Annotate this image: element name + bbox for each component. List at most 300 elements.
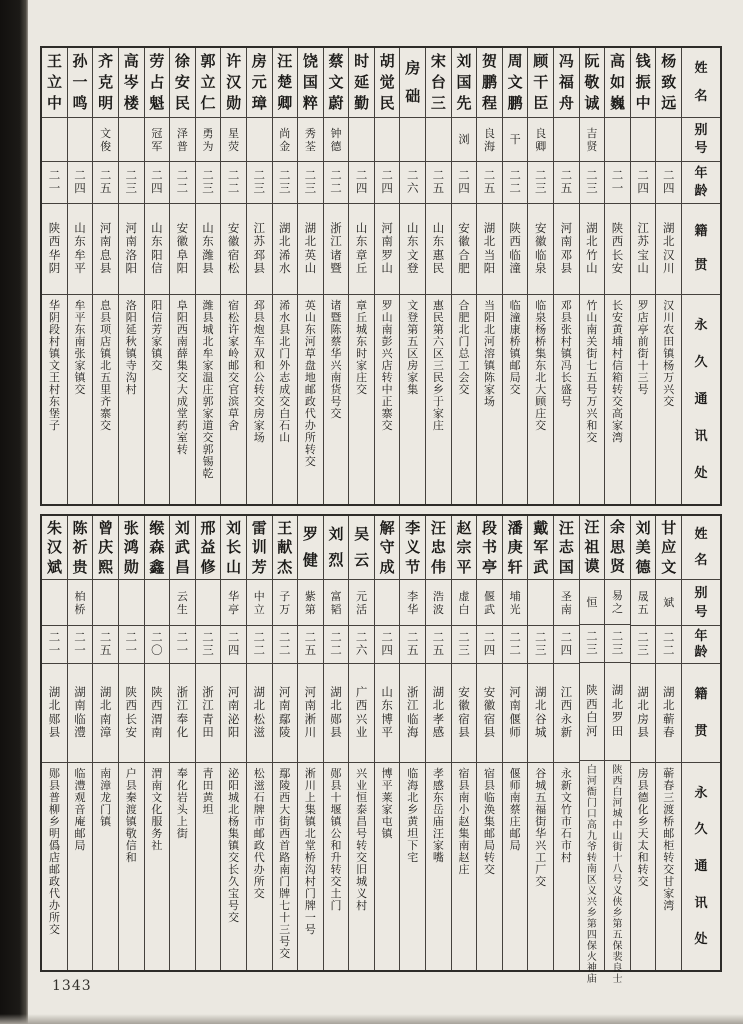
address-cell: 罗 店 亭 前 街 十 三 号 [631, 294, 656, 504]
name-cell: 孙 一 鸣 [72, 52, 88, 113]
directory-entry-column [477, 48, 503, 504]
age-cell: 二 一 [119, 625, 144, 663]
address-cell: 青 田 黄 坦 [196, 762, 221, 970]
directory-entry-column [528, 516, 554, 970]
page-number: 1343 [52, 978, 92, 994]
directory-entry-column [196, 48, 222, 504]
directory-entry-column [170, 48, 196, 504]
name-cell: 潘 庚 轩 [507, 518, 523, 576]
address-cell: 宿 松 许 家 岭 邮 交 官 滨 草 舍 [221, 294, 246, 504]
alias-cell [247, 117, 272, 161]
alias-cell: 紫 第 [298, 579, 323, 625]
alias-cell [631, 117, 656, 161]
directory-entry-column [273, 48, 299, 504]
name-cell: 劳 占 魁 [149, 52, 165, 113]
native-place-cell: 江 苏 宝 山 [631, 203, 656, 294]
name-cell: 杨 致 远 [661, 52, 677, 113]
directory-entry-column [554, 48, 580, 504]
name-cell: 徐 安 民 [174, 52, 190, 113]
address-cell: 永 新 文 竹 市 石 市 村 [554, 762, 579, 970]
name-cell: 刘 国 先 [456, 52, 472, 113]
name-cell: 时 延 勤 [354, 52, 370, 113]
alias-cell [42, 117, 67, 161]
age-cell: 二 二 [324, 625, 349, 663]
native-place-cell: 陕 西 长 安 [119, 663, 144, 762]
native-place-cell: 河 南 鄢 陵 [273, 663, 298, 762]
address-cell: 白 河 衙 门 口 高 九 爷 转 南 区 义 兴 乡 第 四 保 火 神 庙 [580, 760, 605, 970]
address-cell: 牟 平 东 南 张 家 镇 交 [68, 294, 93, 504]
age-cell: 二 一 [42, 625, 67, 663]
age-cell: 二 二 [170, 161, 195, 203]
directory-entry-column [554, 516, 580, 970]
native-place-cell: 陕 西 渭 南 [145, 663, 170, 762]
address-cell: 章 丘 城 东 时 家 庄 交 [349, 294, 374, 504]
name-cell: 罗 健 [302, 525, 318, 570]
native-place-cell: 湖 北 浠 水 [273, 203, 298, 294]
directory-entry-column [93, 48, 119, 504]
alias-cell: 浏 [452, 117, 477, 161]
age-cell: 二 五 [426, 625, 451, 663]
native-place-cell: 湖 北 房 县 [631, 663, 656, 762]
alias-cell: 李 华 [400, 579, 425, 625]
native-place-cell: 江 西 永 新 [554, 663, 579, 762]
native-place-cell: 湖 北 当 阳 [477, 203, 502, 294]
directory-entry-column [605, 516, 631, 985]
native-place-cell: 湖 北 罗 田 [605, 662, 630, 760]
directory-entry-column [196, 516, 222, 970]
age-cell: 二 二 [221, 161, 246, 203]
native-place-cell: 山 东 潍 县 [196, 203, 221, 294]
native-place-cell: 安 徽 宿 县 [452, 663, 477, 762]
name-cell: 王 献 杰 [277, 518, 293, 576]
alias-cell: 文 俊 [93, 117, 118, 161]
address-cell: 洛 阳 延 秋 镇 寺 沟 村 [119, 294, 144, 504]
alias-cell [528, 579, 553, 625]
name-cell: 高 岑 楼 [123, 52, 139, 113]
alias-cell [93, 579, 118, 625]
native-place-cell: 河 南 淅 川 [298, 663, 323, 762]
header-native-place-label: 籍 贯 [682, 203, 720, 294]
age-cell: 二 四 [477, 625, 502, 663]
age-cell: 二 五 [298, 625, 323, 663]
alias-cell: 浩 波 [426, 579, 451, 625]
age-cell: 二 〇 [145, 625, 170, 663]
header-address-label: 永 久 通 讯 处 [682, 294, 720, 504]
address-cell: 合 肥 北 门 总 工 会 交 [452, 294, 477, 504]
address-cell: 当 阳 北 河 溶 镇 陈 家 场 [477, 294, 502, 504]
age-cell: 二 五 [93, 161, 118, 203]
name-cell: 朱 汉 斌 [46, 518, 62, 576]
name-cell: 顾 干 臣 [533, 52, 549, 113]
name-cell: 蔡 文 蔚 [328, 52, 344, 113]
name-cell: 刘 武 昌 [174, 518, 190, 576]
alias-cell: 勇 为 [196, 117, 221, 161]
alias-cell: 干 [503, 117, 528, 161]
native-place-cell: 河 南 邓 县 [554, 203, 579, 294]
alias-cell: 虚 白 [452, 579, 477, 625]
name-cell: 刘 烈 [328, 525, 344, 570]
directory-entry-column [631, 516, 657, 970]
name-cell: 胡 觉 民 [379, 52, 395, 113]
directory-table-bottom [40, 514, 722, 985]
address-cell: 汉 川 农 田 镇 杨 万 兴 交 [656, 294, 681, 504]
alias-cell: 富 韬 [324, 579, 349, 625]
name-cell: 齐 克 明 [98, 52, 114, 113]
directory-entry-column [426, 516, 452, 970]
address-cell: 诸 暨 陈 蔡 华 兴 南 货 号 交 [324, 294, 349, 504]
directory-entry-column [170, 516, 196, 970]
age-cell: 二 三 [196, 625, 221, 663]
directory-entry-column [452, 48, 478, 504]
alias-cell: 华 亭 [221, 579, 246, 625]
address-cell: 临 澧 观 音 庵 邮 局 [68, 762, 93, 970]
address-cell: 郧 县 十 堰 镇 公 和 升 转 交 土 门 [324, 762, 349, 970]
native-place-cell: 安 徽 阜 阳 [170, 203, 195, 294]
directory-entry-column [375, 48, 401, 504]
directory-entry-column [400, 516, 426, 970]
alias-cell: 偃 武 [477, 579, 502, 625]
alias-cell [426, 117, 451, 161]
directory-entry-column [119, 516, 145, 970]
directory-entry-column [349, 48, 375, 504]
alias-cell: 埔 光 [503, 579, 528, 625]
directory-entry-column [247, 48, 273, 504]
directory-entry-column [298, 48, 324, 504]
name-cell: 王 立 中 [46, 52, 62, 113]
directory-entry-column [247, 516, 273, 970]
age-cell: 二 三 [605, 624, 630, 661]
native-place-cell: 湖 北 谷 城 [528, 663, 553, 762]
native-place-cell: 河 南 息 县 [93, 203, 118, 294]
age-cell: 二 四 [375, 161, 400, 203]
native-place-cell: 陕 西 长 安 [605, 203, 630, 294]
age-cell: 二 一 [42, 161, 67, 203]
address-cell: 渭 南 文 化 服 务 社 [145, 762, 170, 970]
directory-entry-column [324, 48, 350, 504]
native-place-cell: 安 徽 宿 县 [477, 663, 502, 762]
native-place-cell: 安 徽 宿 松 [221, 203, 246, 294]
alias-cell: 晟 五 [631, 579, 656, 625]
age-cell: 二 三 [298, 161, 323, 203]
age-cell: 二 三 [631, 625, 656, 663]
age-cell: 二 一 [68, 625, 93, 663]
name-cell: 吴 云 [354, 525, 370, 570]
alias-cell [196, 579, 221, 625]
directory-entry-column [221, 516, 247, 970]
address-cell: 罗 山 南 彭 兴 店 转 中 正 寨 交 [375, 294, 400, 504]
alias-cell: 斌 [656, 579, 681, 625]
native-place-cell: 湖 北 孝 感 [426, 663, 451, 762]
native-place-cell: 山 东 牟 平 [68, 203, 93, 294]
directory-entry-column [400, 48, 426, 504]
directory-entry-column [324, 516, 350, 970]
native-place-cell: 安 徽 临 泉 [528, 203, 553, 294]
address-cell: 临 泉 杨 桥 集 东 北 大 顾 庄 交 [528, 294, 553, 504]
address-cell: 户 县 秦 渡 镇 敬 信 和 [119, 762, 144, 970]
age-cell: 二 五 [400, 625, 425, 663]
name-cell: 解 守 成 [379, 518, 395, 576]
alias-cell: 中 立 [247, 579, 272, 625]
name-cell: 余 思 贤 [610, 518, 626, 576]
address-cell: 泌 阳 城 北 杨 集 镇 交 长 久 宝 号 交 [221, 762, 246, 970]
directory-entry-column [477, 516, 503, 970]
directory-entry-column [221, 48, 247, 504]
address-cell: 惠 民 第 六 区 三 民 乡 于 家 庄 [426, 294, 451, 504]
native-place-cell: 广 西 兴 业 [349, 663, 374, 762]
age-cell: 二 二 [247, 625, 272, 663]
name-cell: 汪 祖 谟 [584, 518, 600, 576]
address-cell: 兴 业 恒 泰 昌 号 转 交 旧 城 义 村 [349, 762, 374, 970]
native-place-cell: 陕 西 华 阴 [42, 203, 67, 294]
directory-entry-column [273, 516, 299, 970]
scan-dark-edge [0, 0, 28, 1024]
directory-entry-column [68, 48, 94, 504]
age-cell: 二 四 [375, 625, 400, 663]
address-cell: 淅 川 上 集 镇 北 堂 桥 沟 村 门 牌 一 号 [298, 762, 323, 970]
name-cell: 汪 忠 伟 [430, 518, 446, 576]
native-place-cell: 安 徽 合 肥 [452, 203, 477, 294]
native-place-cell: 江 苏 邳 县 [247, 203, 272, 294]
name-cell: 甘 应 文 [661, 518, 677, 576]
address-cell: 阳 信 芳 家 镇 交 [145, 294, 170, 504]
native-place-cell: 河 南 罗 山 [375, 203, 400, 294]
age-cell: 二 五 [93, 625, 118, 663]
age-cell: 二 五 [554, 161, 579, 203]
address-cell: 谷 城 五 福 街 华 兴 工 厂 交 [528, 762, 553, 970]
alias-cell: 柏 桥 [68, 579, 93, 625]
scan-bottom-shadow [0, 1014, 743, 1024]
alias-cell: 冠 军 [145, 117, 170, 161]
age-cell: 二 三 [528, 625, 553, 663]
directory-entry-column [119, 48, 145, 504]
alias-cell: 云 生 [170, 579, 195, 625]
age-cell: 二 六 [349, 625, 374, 663]
header-column [682, 516, 720, 970]
alias-cell [400, 117, 425, 161]
native-place-cell: 湖 南 临 澧 [68, 663, 93, 762]
age-cell: 二 四 [656, 161, 681, 203]
name-cell: 曾 庆 熙 [98, 518, 114, 576]
age-cell: 二 四 [221, 625, 246, 663]
address-cell: 郧 县 普 柳 乡 明 僞 店 邮 政 代 办 所 交 [42, 762, 67, 970]
name-cell: 刘 美 德 [635, 518, 651, 576]
age-cell: 二 三 [273, 161, 298, 203]
directory-entry-column [528, 48, 554, 504]
address-cell: 孝 感 东 岳 庙 汪 家 嘴 [426, 762, 451, 970]
name-cell: 阮 敬 诚 [584, 52, 600, 113]
native-place-cell: 浙 江 奉 化 [170, 663, 195, 762]
native-place-cell: 湖 北 英 山 [298, 203, 323, 294]
name-cell: 房 础 [405, 59, 421, 106]
alias-cell: 恒 [580, 579, 605, 624]
name-cell: 段 书 亭 [482, 518, 498, 576]
age-cell: 二 四 [631, 161, 656, 203]
address-cell: 陕 西 白 河 城 中 山 街 十 八 号 义 侠 乡 第 五 保 裴 良 士 [605, 760, 630, 970]
native-place-cell: 河 南 洛 阳 [119, 203, 144, 294]
alias-cell [605, 117, 630, 161]
native-place-cell: 湖 北 郧 县 [324, 663, 349, 762]
alias-cell [119, 117, 144, 161]
name-cell: 李 义 节 [405, 518, 421, 576]
native-place-cell: 河 南 泌 阳 [221, 663, 246, 762]
directory-entry-column [42, 48, 68, 504]
native-place-cell: 陕 西 临 潼 [503, 203, 528, 294]
alias-cell: 良 海 [477, 117, 502, 161]
age-cell: 二 五 [426, 161, 451, 203]
native-place-cell: 山 东 惠 民 [426, 203, 451, 294]
address-cell: 临 海 北 乡 黄 坦 下 宅 [400, 762, 425, 970]
directory-entry-column [426, 48, 452, 504]
address-cell: 蕲 春 三 渡 桥 邮 柜 转 交 甘 家 湾 [656, 762, 681, 970]
age-cell: 二 三 [196, 161, 221, 203]
native-place-cell: 湖 北 南 漳 [93, 663, 118, 762]
address-cell: 邳 县 炮 车 双 和 公 转 交 房 家 场 [247, 294, 272, 504]
alias-cell: 子 万 [273, 579, 298, 625]
name-cell: 汪 志 国 [558, 518, 574, 576]
alias-cell [145, 579, 170, 625]
native-place-cell: 湖 北 汉 川 [656, 203, 681, 294]
name-cell: 戴 军 武 [533, 518, 549, 576]
address-cell: 博 平 莱 家 屯 镇 [375, 762, 400, 970]
native-place-cell: 陕 西 白 河 [580, 662, 605, 760]
name-cell: 高 如 巍 [610, 52, 626, 113]
address-cell: 华 阴 段 村 镇 文 王 村 东 堡 子 [42, 294, 67, 504]
address-cell: 奉 化 岩 头 上 街 [170, 762, 195, 970]
age-cell: 二 四 [145, 161, 170, 203]
alias-cell [554, 117, 579, 161]
native-place-cell: 山 东 博 平 [375, 663, 400, 762]
age-cell: 二 二 [503, 625, 528, 663]
alias-cell: 圣 南 [554, 579, 579, 625]
header-alias-label: 别 号 [682, 579, 720, 625]
directory-entry-column [605, 48, 631, 504]
directory-entry-column [68, 516, 94, 970]
directory-entry-column [42, 516, 68, 970]
alias-cell [375, 117, 400, 161]
age-cell: 二 二 [503, 161, 528, 203]
address-cell: 宿 县 南 小 赵 集 南 赵 庄 [452, 762, 477, 970]
native-place-cell: 湖 北 蕲 春 [656, 663, 681, 762]
native-place-cell: 河 南 偃 师 [503, 663, 528, 762]
header-alias-label: 别 号 [682, 117, 720, 161]
header-age-label: 年 龄 [682, 161, 720, 203]
age-cell: 二 一 [170, 625, 195, 663]
address-cell: 松 滋 石 牌 市 邮 政 代 办 所 交 [247, 762, 272, 970]
name-cell: 饶 国 粹 [302, 52, 318, 113]
directory-entry-column [349, 516, 375, 970]
directory-entry-column [656, 516, 682, 970]
address-cell: 潍 县 城 北 牟 家 温 庄 郭 家 道 交 郭 锡 乾 [196, 294, 221, 504]
age-cell: 二 四 [349, 161, 374, 203]
directory-entry-column [145, 516, 171, 970]
address-cell: 邓 县 张 村 镇 冯 长 盛 号 [554, 294, 579, 504]
alias-cell: 吉 贤 [580, 117, 605, 161]
alias-cell [42, 579, 67, 625]
address-cell: 房 县 德 化 乡 天 太 和 转 交 [631, 762, 656, 970]
native-place-cell: 湖 北 竹 山 [580, 203, 605, 294]
native-place-cell: 山 东 阳 信 [145, 203, 170, 294]
header-column [682, 48, 720, 504]
name-cell: 钱 振 中 [635, 52, 651, 113]
directory-entry-column [580, 48, 606, 504]
age-cell: 二 四 [554, 625, 579, 663]
alias-cell: 星 荧 [221, 117, 246, 161]
address-cell: 偃 师 南 蔡 庄 邮 局 [503, 762, 528, 970]
name-cell: 邢 益 修 [200, 518, 216, 576]
age-cell: 二 三 [452, 625, 477, 663]
directory-entry-column [93, 516, 119, 970]
native-place-cell: 湖 北 郧 县 [42, 663, 67, 762]
name-cell: 房 元 璋 [251, 52, 267, 113]
alias-cell: 泽 普 [170, 117, 195, 161]
directory-entry-column [580, 516, 606, 985]
directory-entry-column [145, 48, 171, 504]
age-cell: 二 三 [247, 161, 272, 203]
directory-entry-column [503, 48, 529, 504]
directory-entry-column [452, 516, 478, 970]
age-cell: 二 一 [605, 161, 630, 203]
age-cell: 二 二 [273, 625, 298, 663]
header-name-label: 姓 名 [694, 527, 708, 568]
address-cell: 竹 山 南 关 街 七 五 号 万 兴 和 交 [580, 294, 605, 504]
name-cell: 郭 立 仁 [200, 52, 216, 113]
age-cell: 二 六 [400, 161, 425, 203]
name-cell: 宋 台 三 [430, 52, 446, 113]
name-cell: 赵 宗 平 [456, 518, 472, 576]
directory-entry-column [631, 48, 657, 504]
address-cell: 临 潼 康 桥 镇 邮 局 交 [503, 294, 528, 504]
age-cell: 二 四 [68, 161, 93, 203]
alias-cell [375, 579, 400, 625]
address-cell: 息 县 项 店 镇 北 五 里 齐 寨 交 [93, 294, 118, 504]
header-address-label: 永 久 通 讯 处 [682, 762, 720, 970]
native-place-cell: 湖 北 松 滋 [247, 663, 272, 762]
name-cell: 雷 训 芳 [251, 518, 267, 576]
age-cell: 二 三 [580, 624, 605, 661]
age-cell: 二 二 [656, 625, 681, 663]
alias-cell [119, 579, 144, 625]
address-cell: 阜 阳 西 南 薛 集 交 大 成 堂 药 室 转 [170, 294, 195, 504]
age-cell: 二 三 [580, 161, 605, 203]
directory-entry-column [375, 516, 401, 970]
name-cell: 刘 长 山 [226, 518, 242, 576]
alias-cell [68, 117, 93, 161]
header-age-label: 年 龄 [682, 625, 720, 663]
name-cell: 贺 鹏 程 [482, 52, 498, 113]
native-place-cell: 山 东 文 登 [400, 203, 425, 294]
address-cell: 文 登 第 五 区 房 家 集 [400, 294, 425, 504]
address-cell: 浠 水 县 北 门 外 志 成 交 白 石 山 [273, 294, 298, 504]
address-cell: 宿 县 临 涣 集 邮 局 转 交 [477, 762, 502, 970]
address-cell: 英 山 东 河 草 盘 地 邮 政 代 办 所 转 交 [298, 294, 323, 504]
directory-entry-column [503, 516, 529, 970]
name-cell: 许 汉 勋 [226, 52, 242, 113]
name-cell: 陈 祈 贵 [72, 518, 88, 576]
directory-table-top [40, 46, 722, 506]
alias-cell: 易 之 [605, 579, 630, 624]
alias-cell: 秀 荃 [298, 117, 323, 161]
age-cell: 二 三 [119, 161, 144, 203]
alias-cell: 元 活 [349, 579, 374, 625]
name-cell: 汪 楚 卿 [277, 52, 293, 113]
age-cell: 二 五 [477, 161, 502, 203]
age-cell: 二 二 [324, 161, 349, 203]
native-place-cell: 浙 江 青 田 [196, 663, 221, 762]
name-cell: 缑 森 鑫 [149, 518, 165, 576]
address-cell: 长 安 黄 埔 村 信 箱 转 交 高 家 湾 [605, 294, 630, 504]
name-cell: 冯 福 舟 [558, 52, 574, 113]
age-cell: 二 四 [452, 161, 477, 203]
